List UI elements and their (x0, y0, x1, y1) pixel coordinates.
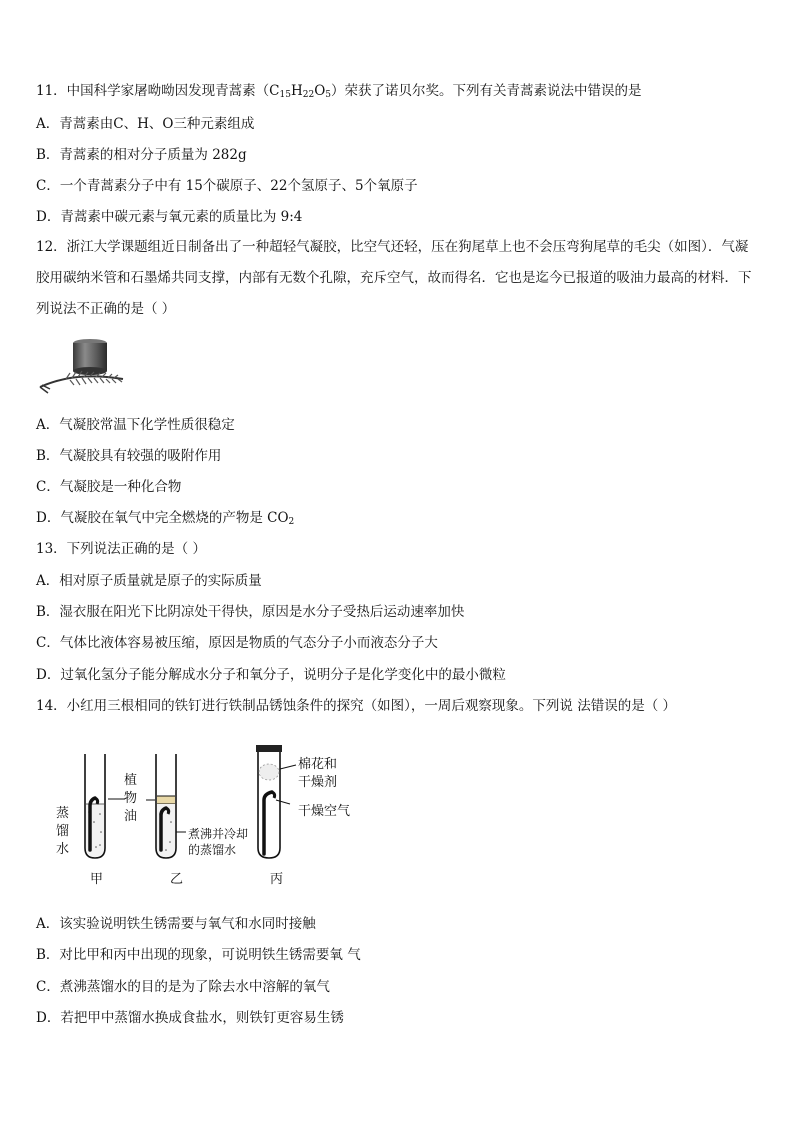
aerogel-grass-image (38, 335, 128, 397)
tube-bing (256, 745, 296, 858)
q11-option-d: D．青蒿素中碳元素与氧元素的质量比为 9:4 (36, 209, 303, 225)
q14-option-c: C．煮沸蒸馏水的目的是为了除去水中溶解的氧气 (36, 979, 330, 995)
q12-option-b: B．气凝胶具有较强的吸附作用 (36, 448, 222, 464)
label-dry-air: 干燥空气 (298, 804, 351, 819)
label-boiled-cooled-water: 煮沸并冷却 的蒸馏水 (188, 827, 249, 857)
q12-option-c: C．气凝胶是一种化合物 (36, 479, 182, 495)
q11-option-c: C．一个青蒿素分子中有 15个碳原子、22个氢原子、5个氧原子 (36, 178, 418, 194)
label-distilled-water: 蒸 馏 水 (56, 806, 70, 857)
q11-option-b: B．青蒿素的相对分子质量为 282g (36, 147, 247, 163)
label-tube-yi: 乙 (170, 872, 184, 887)
q11-stem: 11．中国科学家屠呦呦因发现青蒿素$(C_{15}H_{22}O_5)$荣获了诺贝尔奖。下列有关青蒿素说法中错误的是 (36, 83, 642, 100)
q13-option-c: C．气体比液体容易被压缩，原因是物质的气态分子小而液态分子大 (36, 635, 438, 651)
tube-yi (156, 754, 186, 858)
q13-stem: 13．下列说法正确的是（ ） (36, 541, 206, 557)
q13-option-b: B．湿衣服在阳光下比阴凉处干得快，原因是水分子受热后运动速率加快 (36, 604, 465, 620)
q14-option-d: D．若把甲中蒸馏水换成食盐水，则铁钉更容易生锈 (36, 1010, 344, 1026)
label-tube-bing: 丙 (270, 872, 284, 887)
q12-stem: 12．浙江大学课题组近日制备出了一种超轻气凝胶，比空气还轻，压在狗尾草上也不会压弯狗尾草的毛尖（如图）．气凝胶用碳纳米管和石墨烯共同支撑，内部有无数个孔隙，充斥空气，故而得名．它也是迄今已报道的吸油力最高的材料．下列说法不正确的是（ ） (36, 239, 752, 317)
q14-option-a: A．该实验说明铁生锈需要与氧气和水同时接触 (36, 916, 316, 932)
label-vegetable-oil: 植 物 油 (124, 773, 138, 824)
q13-option-a: A．相对原子质量就是原子的实际质量 (36, 573, 262, 589)
tube-jia (85, 754, 105, 858)
q11-option-a: A．青蒿素由C、H、O三种元素组成 (36, 116, 255, 132)
q14-option-b: B．对比甲和丙中出现的现象，可说明铁生锈需要氧 气 (36, 947, 361, 963)
label-tube-jia: 甲 (90, 872, 104, 887)
q12-option-d: D．气凝胶在氧气中完全燃烧的产物是 $CO_2$ (36, 510, 295, 527)
q14-stem: 14．小红用三根相同的铁钉进行铁制品锈蚀条件的探究（如图），一周后观察现象。下列说 法错误的是（ ） (36, 698, 677, 714)
q12-option-a: A．气凝胶常温下化学性质很稳定 (36, 417, 235, 433)
q13-option-d: D．过氧化氢分子能分解成水分子和氧分子，说明分子是化学变化中的最小微粒 (36, 667, 506, 683)
label-cotton-desiccant: 棉花和 干燥剂 (298, 757, 338, 790)
